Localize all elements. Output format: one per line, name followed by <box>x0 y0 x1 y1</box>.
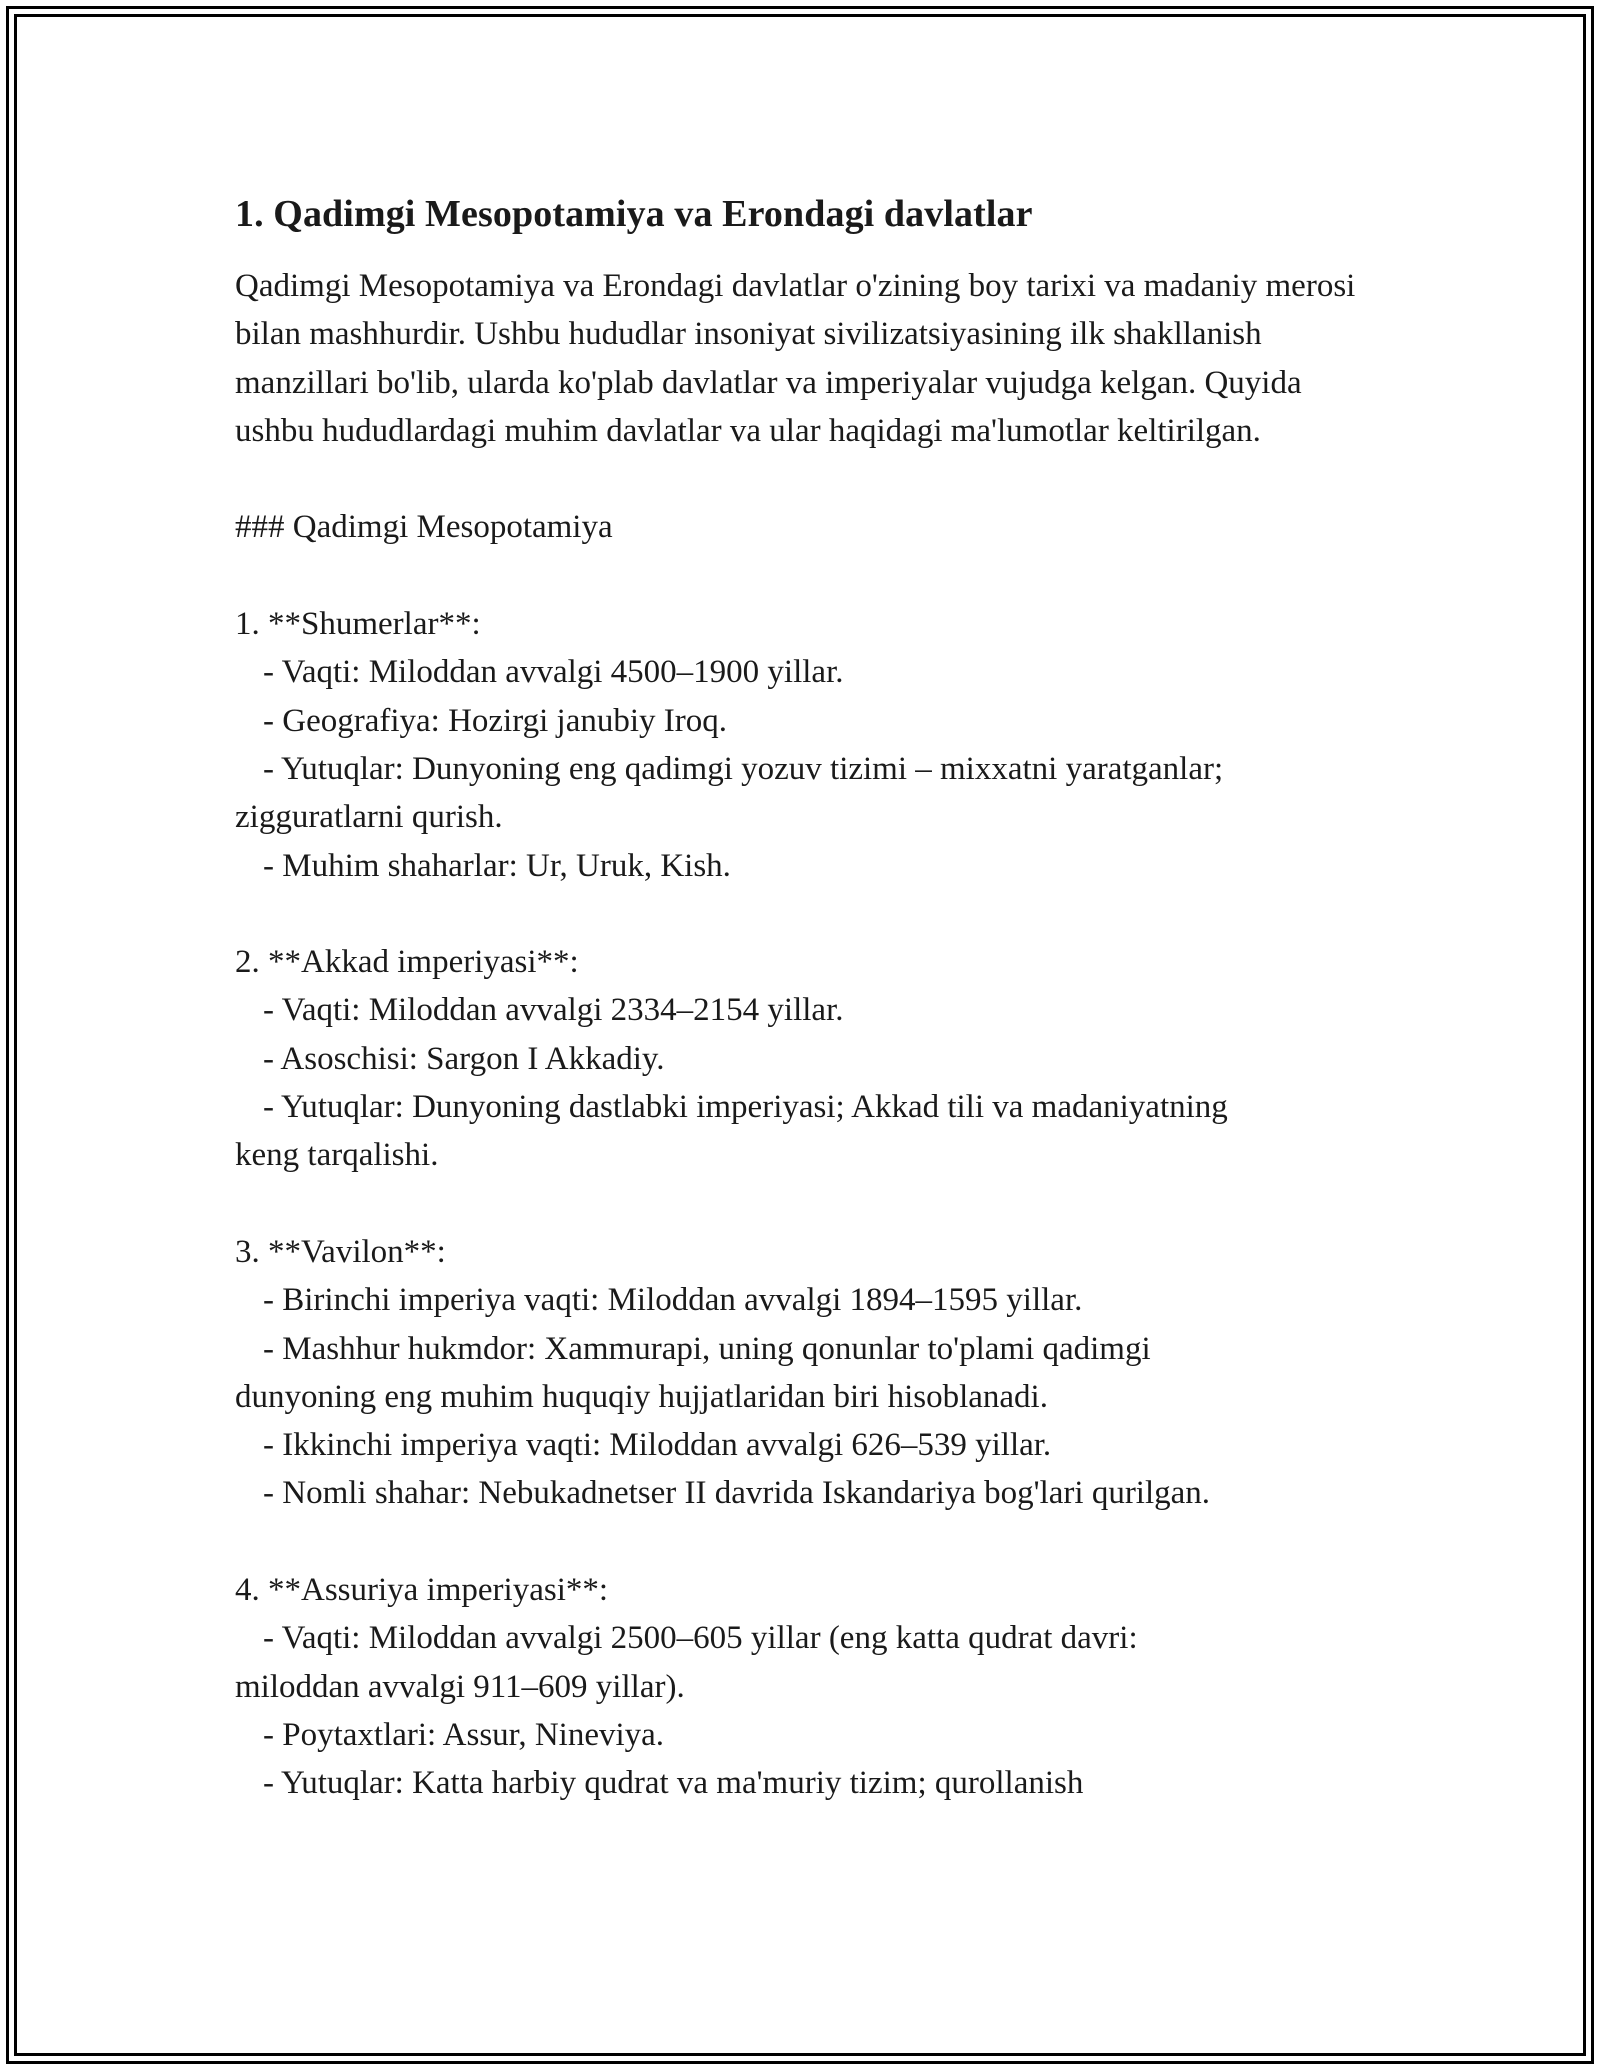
state-detail: - Vaqti: Miloddan avvalgi 4500–1900 yillar. <box>263 654 844 691</box>
state-detail: - Ikkinchi imperiya vaqti: Miloddan avvalgi 626–539 yillar. <box>263 1427 1052 1464</box>
spacer <box>235 1518 1385 1566</box>
state-detail: - Muhim shaharlar: Ur, Uruk, Kish. <box>263 847 731 884</box>
state-detail-continuation: zigguratlarni qurish. <box>235 799 503 836</box>
state-detail: - Nomli shahar: Nebukadnetser II davrida Iskandariya bog'lari qurilgan. <box>263 1475 1211 1512</box>
state-detail: - Poytaxtlari: Assur, Nineviya. <box>263 1716 665 1753</box>
state-detail: - Geografiya: Hozirgi janubiy Iroq. <box>263 702 727 739</box>
state-block-vavilon <box>235 1228 1385 1518</box>
state-block-shumerlar <box>235 600 1385 890</box>
state-detail: - Birinchi imperiya vaqti: Miloddan avvalgi 1894–1595 yillar. <box>263 1282 1083 1319</box>
state-detail: - Vaqti: Miloddan avvalgi 2500–605 yillar (eng katta qudrat davri: <box>263 1620 1138 1657</box>
spacer <box>235 1180 1385 1228</box>
document-title: 1. Qadimgi Mesopotamiya va Erondagi davlatlar <box>235 193 1033 235</box>
spacer <box>235 455 1385 503</box>
spacer <box>235 552 1385 600</box>
state-heading: 4. **Assuriya imperiyasi**: <box>235 1572 609 1609</box>
spacer <box>235 890 1385 938</box>
state-detail-continuation: keng tarqalishi. <box>235 1137 439 1174</box>
state-detail-continuation: dunyoning eng muhim huquqiy hujjatlaridan biri hisoblanadi. <box>235 1378 1048 1415</box>
state-detail-continuation: miloddan avvalgi 911–609 yillar). <box>235 1668 685 1705</box>
state-block-assuriya <box>235 1566 1385 1807</box>
state-heading: 2. **Akkad imperiyasi**: <box>235 944 579 981</box>
state-detail: - Yutuqlar: Dunyoning eng qadimgi yozuv tizimi – mixxatni yaratganlar; <box>263 750 1224 787</box>
state-detail: - Mashhur hukmdor: Xammurapi, uning qonunlar to'plami qadimgi <box>263 1330 1151 1367</box>
state-detail: - Vaqti: Miloddan avvalgi 2334–2154 yillar. <box>263 992 844 1029</box>
state-detail: - Yutuqlar: Katta harbiy qudrat va ma'muriy tizim; qurollanish <box>263 1765 1084 1802</box>
state-detail: - Yutuqlar: Dunyoning dastlabki imperiyasi; Akkad tili va madaniyatning <box>263 1089 1228 1126</box>
state-heading: 1. **Shumerlar**: <box>235 606 481 643</box>
document-body <box>235 188 1385 1808</box>
state-detail: - Asoschisi: Sargon I Akkadiy. <box>263 1040 665 1077</box>
intro-paragraph: Qadimgi Mesopotamiya va Erondagi davlatlar o'zining boy tarixi va madaniy merosi bilan mashhurdir. Ushbu hududlar insoniyat sivilizatsiyasining ilk shakllanish manzillari bo'lib, ularda ko'plab davlatlar va imperiyalar vujudga kelgan. Quyida ushbu hududlardagi muhim davlatlar va ular haqidagi ma'lumotlar keltirilgan. <box>235 268 1356 449</box>
state-block-akkad <box>235 938 1385 1179</box>
section-heading: ### Qadimgi Mesopotamiya <box>235 509 613 546</box>
state-heading: 3. **Vavilon**: <box>235 1233 446 1270</box>
